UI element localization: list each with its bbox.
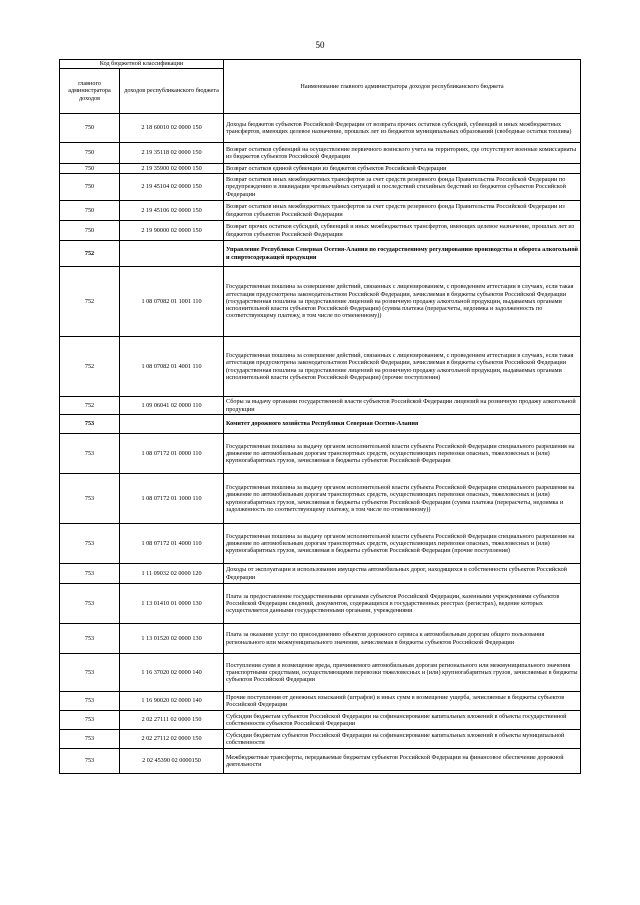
description-cell: Межбюджетные трансферты, передаваемые бюджетам субъектов Российской Федерации на финансовое обеспечение дорожной деятельности <box>224 749 581 774</box>
table-row <box>60 474 581 524</box>
budget-code-cell: 1 13 01520 02 0000 130 <box>120 624 224 654</box>
description-cell: Плата за предоставление государственными органами субъектов Российской Федерации, казенными учреждениями субъектов Российской Федерации сведений, документов, содержащихся в государственных реестрах (регистрах), ведение которых осуществляется данными государственными органами, учреждениями <box>224 584 581 624</box>
table-row <box>60 524 581 564</box>
admin-code-cell: 753 <box>60 654 120 692</box>
table-row <box>60 397 581 415</box>
table-row <box>60 267 581 337</box>
description-cell: Сборы за выдачу органами государственной власти субъектов Российской Федерации лицензий на розничную продажу алкогольной продукции <box>224 397 581 415</box>
description-cell: Управление Республики Северная Осетия-Алания по государственному регулированию производства и оборота алкогольной и спиртосодержащей продукции <box>224 241 581 267</box>
admin-code-cell: 750 <box>60 143 120 164</box>
budget-code-cell: 1 08 07082 01 1001 110 <box>120 267 224 337</box>
admin-code-cell: 753 <box>60 415 120 434</box>
admin-code-cell: 753 <box>60 524 120 564</box>
table-row <box>60 711 581 730</box>
admin-code-cell: 750 <box>60 174 120 201</box>
table-row <box>60 201 581 221</box>
budget-code-cell: 2 19 45106 02 0000 150 <box>120 201 224 221</box>
admin-code-cell: 753 <box>60 711 120 730</box>
admin-code-cell: 753 <box>60 584 120 624</box>
table-row <box>60 434 581 474</box>
description-cell: Доходы бюджетов субъектов Российской Федерации от возврата прочих остатков субсидий, субвенций и иных межбюджетных трансфертов, имеющих целевое назначение, прошлых лет из бюджетов муниципальных образований (свободные остатки топлива) <box>224 114 581 143</box>
description-cell: Государственная пошлина за совершение действий, связанных с лицензированием, с проведением аттестации в случаях, если такая аттестация предусмотрена законодательством Российской Федерации, зачисляемая в бюджеты субъектов Российской Федерации (государственная пошлина за предоставление лицензий на розничную продажу алкогольной продукции, выдаваемых органами исполнительной власти субъектов Российской Федерации) (сумма платежа (перерасчеты, недоимка и задолженность по соответствующему платежу, в том числе по отмененному)) <box>224 267 581 337</box>
admin-code-cell: 753 <box>60 564 120 584</box>
description-cell: Государственная пошлина за выдачу органом исполнительной власти субъекта Российской Федерации специального разрешения на движение по автомобильным дорогам транспортных средств, осуществляющих перевозки опасных, тяжеловесных и (или) крупногабаритных грузов, зачисляемая в бюджеты субъектов Российской Федерации (сумма платежа (перерасчеты, недоимка и задолженность по соответствующему платежу, в том числе по отмененному)) <box>224 474 581 524</box>
section-row <box>60 241 581 267</box>
admin-code-cell: 753 <box>60 692 120 711</box>
budget-code-cell: 2 02 27111 02 0000 150 <box>120 711 224 730</box>
admin-code-cell: 753 <box>60 474 120 524</box>
budget-code-cell: 1 08 07172 01 4000 110 <box>120 524 224 564</box>
budget-code-cell: 1 13 01410 01 0000 130 <box>120 584 224 624</box>
description-cell: Комитет дорожного хозяйства Республики Северная Осетия-Алания <box>224 415 581 434</box>
budget-code-cell <box>120 241 224 267</box>
page-number: 50 <box>315 40 325 50</box>
table-row <box>60 164 581 174</box>
admin-code-cell: 752 <box>60 397 120 415</box>
admin-code-cell: 750 <box>60 164 120 174</box>
budget-code-cell: 2 19 35900 02 0000 150 <box>120 164 224 174</box>
table-row <box>60 143 581 164</box>
table-row <box>60 624 581 654</box>
table-row <box>60 749 581 774</box>
table-row <box>60 730 581 749</box>
name-column-header: Наименование главного администратора доходов республиканского бюджета <box>224 60 581 114</box>
admin-code-cell: 750 <box>60 221 120 241</box>
code-column-header: доходов республиканского бюджета <box>120 69 224 114</box>
admin-code-cell: 752 <box>60 267 120 337</box>
budget-code-cell: 2 02 45390 02 0000150 <box>120 749 224 774</box>
description-cell: Возврат остатков субвенций на осуществление первичного воинского учета на территориях, где отсутствуют военные комиссариаты из бюджетов субъектов Российской Федерации <box>224 143 581 164</box>
admin-code-cell: 750 <box>60 201 120 221</box>
description-cell: Плата за оказание услуг по присоединению объектов дорожного сервиса к автомобильным дорогам общего пользования регионального или межмуниципального значения, зачисляемая в бюджеты субъектов Российской Федерации <box>224 624 581 654</box>
description-cell: Государственная пошлина за совершение действий, связанных с лицензированием, с проведением аттестации в случаях, если такая аттестация предусмотрена законодательством Российской Федерации, зачисляемая в бюджеты субъектов Российской Федерации (государственная пошлина за предоставление лицензий на розничную продажу алкогольной продукции, выдаваемых органами исполнительной власти субъектов Российской Федерации) (прочие поступления) <box>224 337 581 397</box>
description-cell: Возврат остатков иных межбюджетных трансфертов за счет средств резервного фонда Правительства Российской Федерации из бюджетов субъектов Российской Федерации <box>224 201 581 221</box>
admin-column-header: главного администратора доходов <box>60 69 120 114</box>
table-row <box>60 114 581 143</box>
budget-code-cell: 1 16 37020 02 0000 140 <box>120 654 224 692</box>
budget-code-cell: 1 08 07082 01 4001 110 <box>120 337 224 397</box>
description-cell: Возврат прочих остатков субсидий, субвенций и иных межбюджетных трансфертов, имеющих целевое назначение, прошлых лет из бюджетов субъектов Российской Федерации <box>224 221 581 241</box>
description-cell: Субсидии бюджетам субъектов Российской Федерации на софинансирование капитальных вложений в объекты муниципальной собственности <box>224 730 581 749</box>
admin-code-cell: 753 <box>60 624 120 654</box>
admin-code-cell: 752 <box>60 241 120 267</box>
admin-code-cell: 750 <box>60 114 120 143</box>
admin-code-cell: 753 <box>60 730 120 749</box>
admin-code-cell: 753 <box>60 434 120 474</box>
section-row <box>60 415 581 434</box>
table-row <box>60 692 581 711</box>
budget-code-cell: 2 19 35118 02 0000 150 <box>120 143 224 164</box>
table-row <box>60 337 581 397</box>
description-cell: Возврат остатков иных межбюджетных трансфертов за счет средств резервного фонда Правительства Российской Федерации по предупреждению и ликвидации чрезвычайных ситуаций и последствий стихийных бедствий из бюджетов субъектов Российской Федерации <box>224 174 581 201</box>
budget-code-cell: 1 16 90020 02 0000 140 <box>120 692 224 711</box>
admin-code-cell: 753 <box>60 749 120 774</box>
description-cell: Поступления сумм в возмещение вреда, причиняемого автомобильным дорогам регионального или межмуниципального значения транспортными средствами, осуществляющими перевозки тяжеловесных и (или) крупногабаритных грузов, зачисляемые в бюджеты субъектов Российской Федерации <box>224 654 581 692</box>
description-cell: Возврат остатков единой субвенции из бюджетов субъектов Российской Федерации <box>224 164 581 174</box>
table-row <box>60 584 581 624</box>
description-cell: Субсидии бюджетам субъектов Российской Федерации на софинансирование капитальных вложений в объекты государственной собственности субъектов Российской Федерации <box>224 711 581 730</box>
description-cell: Государственная пошлина за выдачу органом исполнительной власти субъекта Российской Федерации специального разрешения на движение по автомобильным дорогам транспортных средств, осуществляющих перевозки опасных, тяжеловесных и (или) крупногабаритных грузов, зачисляемая в бюджеты субъектов Российской Федерации <box>224 434 581 474</box>
table-row <box>60 564 581 584</box>
description-cell: Прочие поступления от денежных взысканий (штрафов) и иных сумм в возмещение ущерба, зачисляемые в бюджеты субъектов Российской Федерации <box>224 692 581 711</box>
table-row <box>60 221 581 241</box>
description-cell: Доходы от эксплуатации и использования имущества автомобильных дорог, находящихся в собственности субъектов Российской Федерации <box>224 564 581 584</box>
budget-code-cell: 1 11 09032 02 0000 120 <box>120 564 224 584</box>
table-row <box>60 654 581 692</box>
budget-classification-table <box>59 59 581 774</box>
budget-code-cell: 1 09 06041 02 0000 110 <box>120 397 224 415</box>
budget-code-cell: 2 19 45104 02 0000 150 <box>120 174 224 201</box>
budget-code-cell <box>120 415 224 434</box>
table-body <box>60 114 581 774</box>
table-row <box>60 174 581 201</box>
budget-code-cell: 2 19 90000 02 0000 150 <box>120 221 224 241</box>
column-group-header: Код бюджетной классификации <box>60 60 224 69</box>
description-cell: Государственная пошлина за выдачу органом исполнительной власти субъекта Российской Федерации специального разрешения на движение по автомобильным дорогам транспортных средств, осуществляющих перевозки опасных, тяжеловесных и (или) крупногабаритных грузов, зачисляемая в бюджеты субъектов Российской Федерации (прочие поступления) <box>224 524 581 564</box>
budget-code-cell: 1 08 07172 01 0000 110 <box>120 434 224 474</box>
budget-code-cell: 2 02 27112 02 0000 150 <box>120 730 224 749</box>
budget-code-cell: 2 18 60010 02 0000 150 <box>120 114 224 143</box>
admin-code-cell: 752 <box>60 337 120 397</box>
budget-code-cell: 1 08 07172 01 1000 110 <box>120 474 224 524</box>
